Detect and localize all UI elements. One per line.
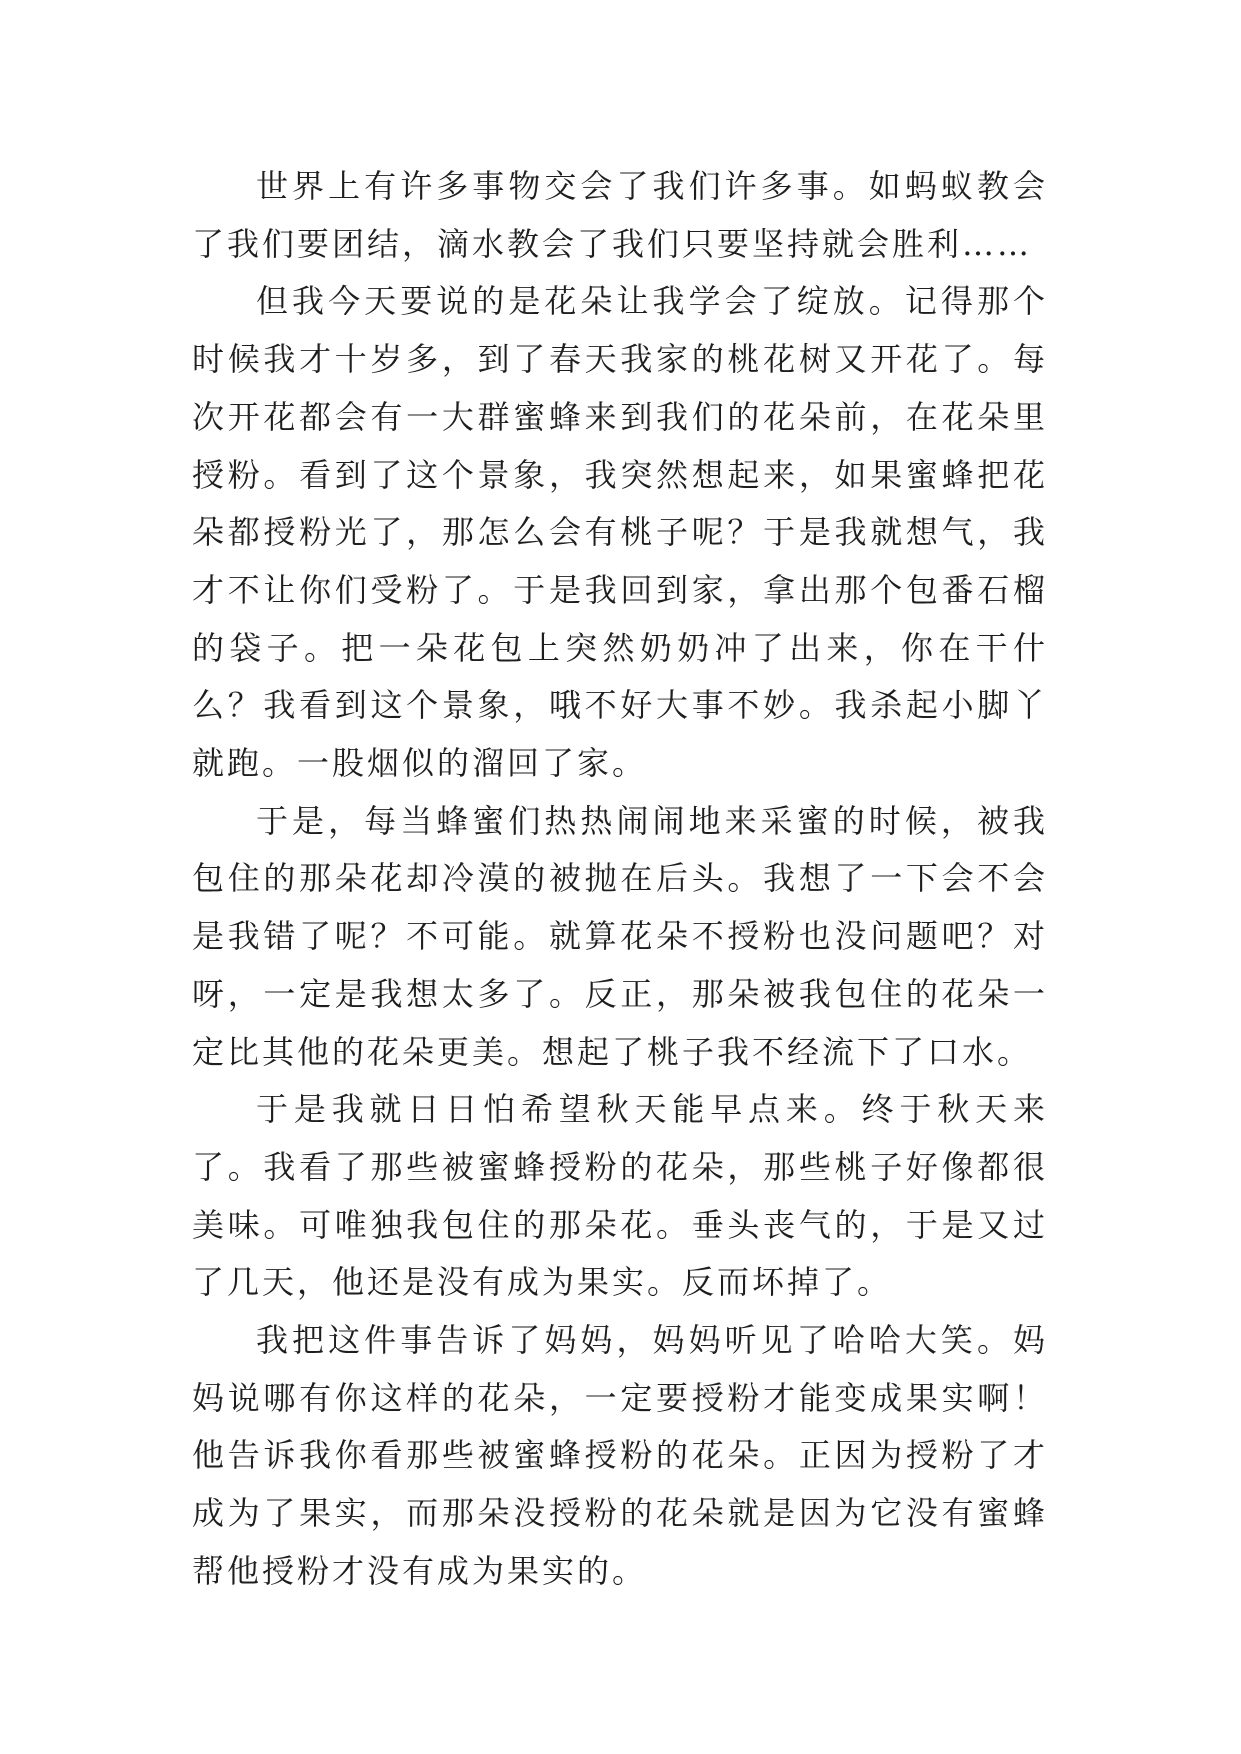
essay-body — [192, 158, 1048, 1601]
paragraph-3: 于是，每当蜂蜜们热热闹闹地来采蜜的时候，被我包住的那朵花却冷漠的被抛在后头。我想了一下会不会是我错了呢？不可能。就算花朵不授粉也没问题吧？对呀，一定是我想太多了。反正，那朵被我包住的花朵一定比其他的花朵更美。想起了桃子我不经流下了口水。 — [192, 801, 1048, 1071]
paragraph-1: 世界上有许多事物交会了我们许多事。如蚂蚁教会了我们要团结，滴水教会了我们只要坚持就会胜利…… — [192, 167, 1048, 263]
paragraph-2: 但我今天要说的是花朵让我学会了绽放。记得那个时候我才十岁多，到了春天我家的桃花树又开花了。每次开花都会有一大群蜜蜂来到我们的花朵前，在花朵里授粉。看到了这个景象，我突然想起来，如果蜜蜂把花朵都授粉光了，那怎么会有桃子呢？于是我就想气，我才不让你们受粉了。于是我回到家，拿出那个包番石榴的袋子。把一朵花包上突然奶奶冲了出来，你在干什么？我看到这个景象，哦不好大事不妙。我杀起小脚丫就跑。一股烟似的溜回了家。 — [192, 282, 1048, 783]
paragraph-4: 于是我就日日怕希望秋天能早点来。终于秋天来了。我看了那些被蜜蜂授粉的花朵，那些桃子好像都很美味。可唯独我包住的那朵花。垂头丧气的，于是又过了几天，他还是没有成为果实。反而坏掉了。 — [192, 1090, 1048, 1302]
paragraph-5: 我把这件事告诉了妈妈，妈妈听见了哈哈大笑。妈妈说哪有你这样的花朵，一定要授粉才能变成果实啊！他告诉我你看那些被蜜蜂授粉的花朵。正因为授粉了才成为了果实，而那朵没授粉的花朵就是因为它没有蜜蜂帮他授粉才没有成为果实的。 — [192, 1321, 1048, 1590]
